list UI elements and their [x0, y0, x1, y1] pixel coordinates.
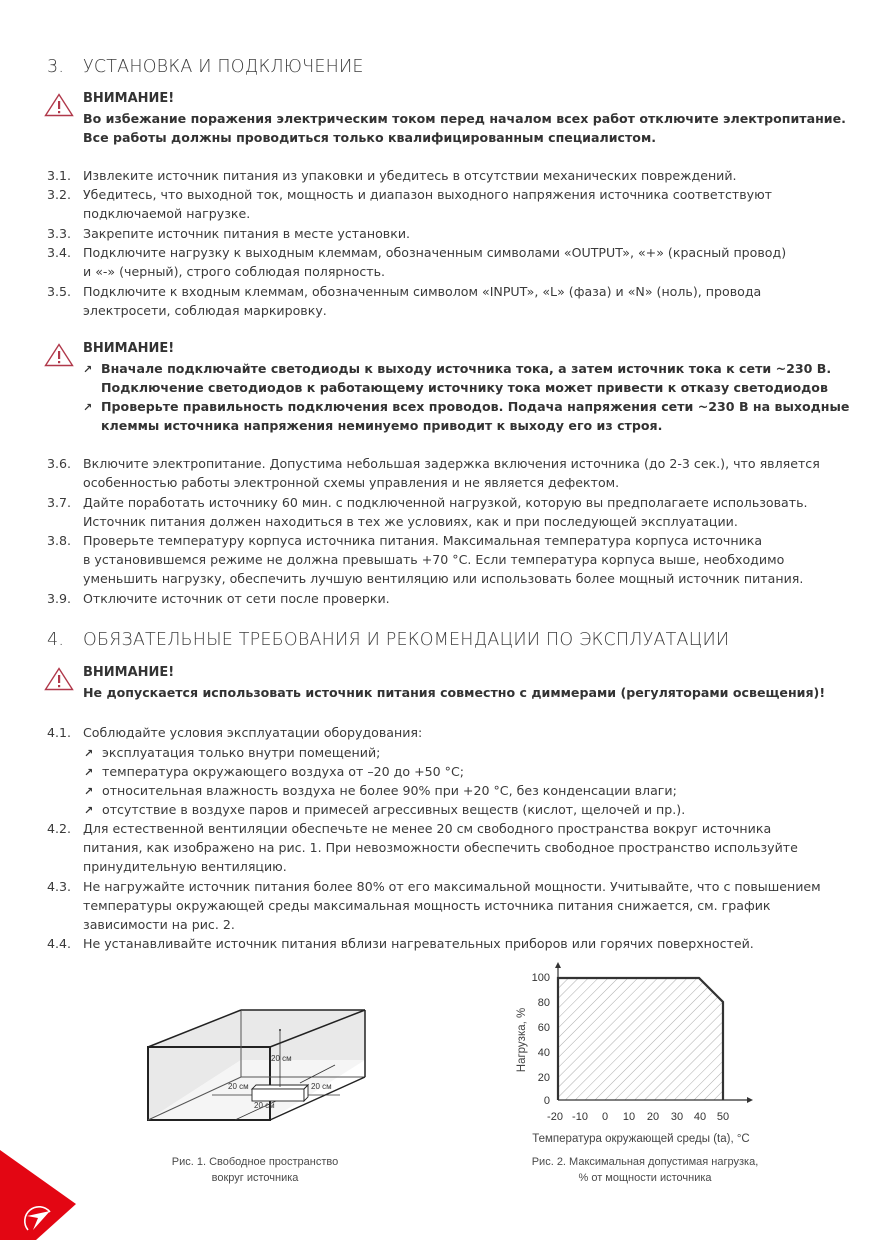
- caption-line: Рис. 2. Максимальная допустимая нагрузка,: [531, 1156, 759, 1168]
- warning-text: Во избежание поражения электрическим током перед началом всех работ отключите электропитание.: [83, 111, 846, 126]
- item-text: Проверьте температуру корпуса источника питания. Максимальная температура корпуса источника: [83, 533, 763, 548]
- item-number: 3.2.: [47, 187, 72, 202]
- item-number: 3.4.: [47, 245, 72, 260]
- label-right-clearance: 20 см: [311, 1082, 332, 1091]
- y-tick: 0: [543, 1095, 550, 1107]
- x-tick: -20: [547, 1111, 563, 1123]
- y-tick: 80: [537, 997, 550, 1009]
- label-left-clearance: 20 см: [228, 1082, 249, 1091]
- x-tick: 0: [601, 1111, 609, 1123]
- warning-title: ВНИМАНИЕ!: [83, 341, 175, 356]
- bullet-item: [84, 745, 380, 760]
- bullet-item: [84, 764, 464, 779]
- label-top-clearance: 20 см: [271, 1054, 292, 1063]
- item-text: Извлеките источник питания из упаковки и убедитесь в отсутствии механических повреждений.: [83, 168, 737, 183]
- warning-text: Подключение светодиодов к работающему источнику тока может привести к отказу светодиодов: [101, 380, 828, 395]
- figure-1-box-diagram: [140, 1005, 370, 1125]
- item-number: 3.8.: [47, 533, 72, 548]
- item-number: 4.2.: [47, 821, 72, 836]
- bullet-text: отсутствие в воздухе паров и примесей агрессивных веществ (кислот, щелочей и пр.).: [102, 802, 686, 817]
- x-tick: 30: [670, 1111, 684, 1123]
- brand-corner: [0, 1150, 90, 1240]
- arrow-up-right-icon: ↗: [84, 785, 94, 798]
- warning-title: ВНИМАНИЕ!: [83, 91, 175, 106]
- warning-triangle-icon: [44, 93, 74, 117]
- x-tick: 50: [716, 1111, 730, 1123]
- item-number: 3.7.: [47, 495, 72, 510]
- figure-1-caption: [130, 1154, 380, 1186]
- item-text: в установившемся режиме не должна превышать +70 °C. Если температура корпуса выше, необходимо: [83, 552, 785, 567]
- item-number: 3.3.: [47, 226, 72, 241]
- item-text: особенностью работы электронной схемы управления и не является дефектом.: [83, 475, 620, 490]
- section-4-heading: [47, 630, 729, 650]
- x-tick: 40: [693, 1111, 707, 1123]
- item-text: Включите электропитание. Допустима небольшая задержка включения источника (до 2-3 сек.), что является: [83, 456, 820, 471]
- warning-title: ВНИМАНИЕ!: [83, 665, 175, 680]
- y-tick: 20: [537, 1072, 550, 1084]
- item-text: подключаемой нагрузке.: [83, 206, 251, 221]
- item-text: Источник питания должен находиться в тех же условиях, как и при последующей эксплуатации.: [83, 514, 738, 529]
- warning-bullet: [83, 399, 849, 414]
- caption-line: Рис. 1. Свободное пространство: [171, 1156, 339, 1168]
- item-text: принудительную вентиляцию.: [83, 859, 287, 874]
- arrow-up-right-icon: ↗: [84, 747, 94, 760]
- warning-text: Не допускается использовать источник питания совместно с диммерами (регуляторами освещения)!: [83, 685, 826, 700]
- item-number: 3.1.: [47, 168, 72, 183]
- arrow-up-right-icon: ↗: [83, 401, 93, 414]
- warning-text: клеммы источника напряжения неминуемо приводит к выходу его из строя.: [101, 418, 663, 433]
- y-tick: 40: [537, 1047, 550, 1059]
- bullet-item: [84, 783, 677, 798]
- item-text: Закрепите источник питания в месте установки.: [83, 226, 411, 241]
- item-text: Убедитесь, что выходной ток, мощность и диапазон выходного напряжения источника соответствуют: [83, 187, 773, 202]
- section-3-heading: [47, 57, 364, 77]
- section-number: 4.: [47, 630, 65, 650]
- bullet-text: температура окружающего воздуха от –20 до +50 °C;: [102, 764, 464, 779]
- arrow-up-right-icon: ↗: [83, 363, 93, 376]
- section-title: УСТАНОВКА И ПОДКЛЮЧЕНИЕ: [83, 57, 364, 77]
- item-text: уменьшить нагрузку, обеспечить лучшую вентиляцию или использовать более мощный источник питания.: [83, 571, 804, 586]
- x-tick: 20: [646, 1111, 660, 1123]
- item-number: 3.5.: [47, 284, 72, 299]
- item-number: 4.4.: [47, 936, 72, 951]
- item-number: 4.1.: [47, 725, 72, 740]
- item-number: 3.6.: [47, 456, 72, 471]
- item-number: 4.3.: [47, 879, 72, 894]
- warning-triangle-icon: [44, 343, 74, 367]
- bullet-item: [84, 802, 685, 817]
- y-axis-label: Нагрузка, %: [516, 1007, 528, 1073]
- warning-text: Все работы должны проводиться только квалифицированным специалистом.: [83, 130, 657, 145]
- warning-text: Проверьте правильность подключения всех проводов. Подача напряжения сети ~230 В на выходные: [101, 399, 850, 414]
- item-text: температуры окружающей среды максимальная мощность источника питания снижается, см. график: [83, 898, 771, 913]
- caption-line: % от мощности источника: [578, 1172, 712, 1184]
- item-number: 3.9.: [47, 591, 72, 606]
- section-title: ОБЯЗАТЕЛЬНЫЕ ТРЕБОВАНИЯ И РЕКОМЕНДАЦИИ ПО ЭКСПЛУАТАЦИИ: [83, 630, 730, 650]
- section-number: 3.: [47, 57, 65, 77]
- item-text: и «-» (черный), строго соблюдая полярность.: [83, 264, 386, 279]
- y-tick: 60: [537, 1022, 550, 1034]
- item-text: Не устанавливайте источник питания вблизи нагревательных приборов или горячих поверхностей.: [83, 936, 754, 951]
- label-front-clearance: 20 см: [254, 1101, 275, 1110]
- caption-line: вокруг источника: [211, 1172, 299, 1184]
- warning-bullet: [83, 361, 831, 376]
- figure-2-caption: [500, 1154, 790, 1186]
- item-text: Отключите источник от сети после проверки.: [83, 591, 390, 606]
- arrow-up-right-icon: ↗: [84, 766, 94, 779]
- item-text: Для естественной вентиляции обеспечьте не менее 20 см свободного пространства вокруг источника: [83, 821, 772, 836]
- figure-2-derating-chart: [505, 962, 785, 1152]
- bullet-text: эксплуатация только внутри помещений;: [102, 745, 381, 760]
- item-text: зависимости на рис. 2.: [83, 917, 235, 932]
- item-text: электросети, соблюдая маркировку.: [83, 303, 327, 318]
- item-text: Соблюдайте условия эксплуатации оборудования:: [83, 725, 423, 740]
- bullet-text: относительная влажность воздуха не более 90% при +20 °C, без конденсации влаги;: [102, 783, 677, 798]
- item-text: Подключите к входным клеммам, обозначенным символом «INPUT», «L» (фаза) и «N» (ноль), провода: [83, 284, 762, 299]
- x-tick: -10: [572, 1111, 588, 1123]
- item-text: Подключите нагрузку к выходным клеммам, обозначенным символами «OUTPUT», «+» (красный провод): [83, 245, 787, 260]
- x-axis-label: Температура окружающей среды (ta), °C: [532, 1133, 750, 1145]
- warning-triangle-icon: [44, 667, 74, 691]
- x-tick: 10: [622, 1111, 636, 1123]
- warning-text: Вначале подключайте светодиоды к выходу источника тока, а затем источник тока к сети ~230 В.: [101, 361, 832, 376]
- item-text: Не нагружайте источник питания более 80% от его максимальной мощности. Учитывайте, что с повышением: [83, 879, 821, 894]
- item-text: Дайте поработать источнику 60 мин. с подключенной нагрузкой, которую вы предполагаете использовать.: [83, 495, 808, 510]
- arrow-up-right-icon: ↗: [84, 804, 94, 817]
- y-tick: 100: [531, 972, 550, 984]
- item-text: питания, как изображено на рис. 1. При невозможности обеспечить свободное пространство используйте: [83, 840, 798, 855]
